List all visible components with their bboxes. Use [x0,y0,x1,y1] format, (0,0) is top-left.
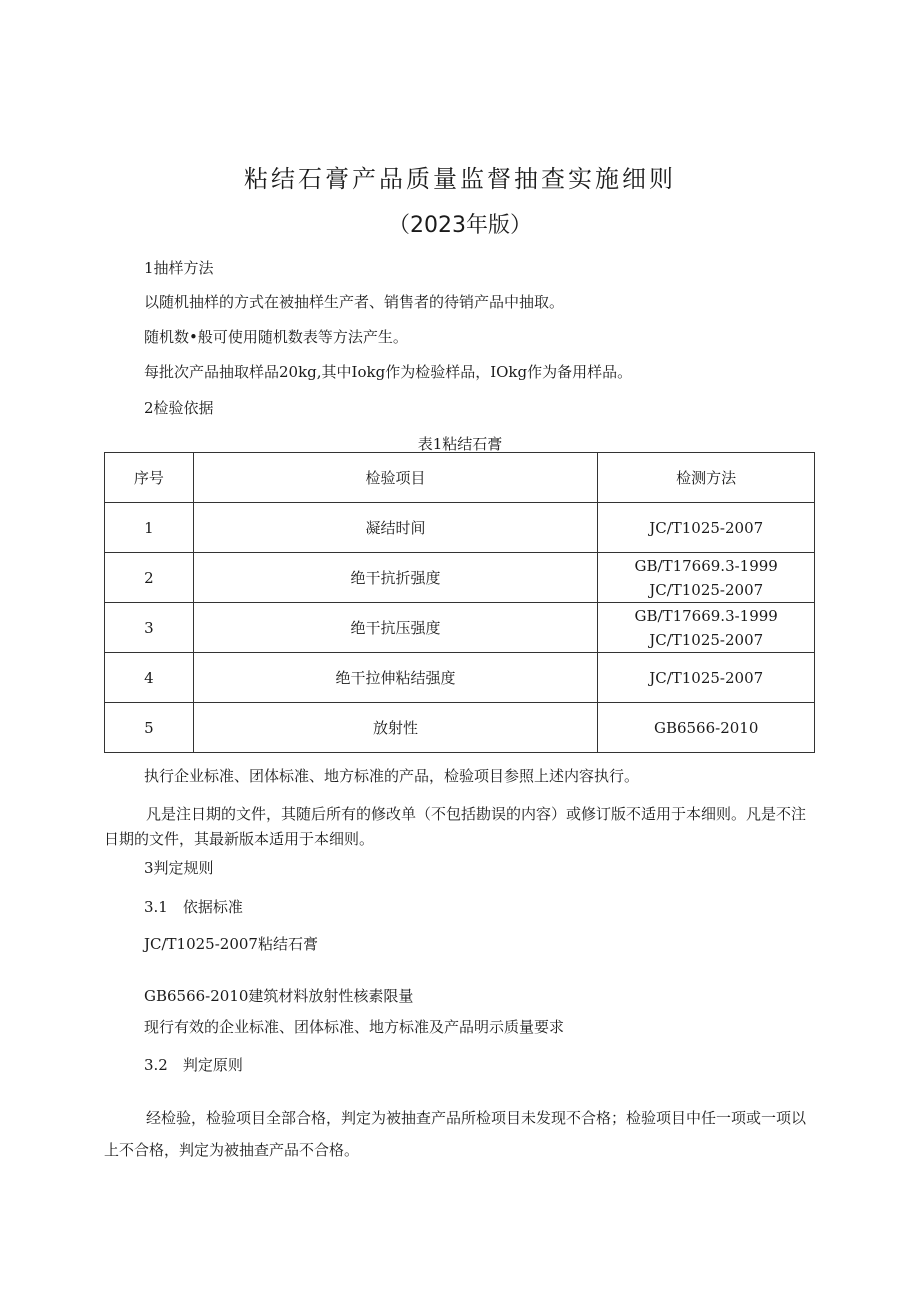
section-3-1-heading: 3.1 依据标准 [144,898,243,916]
section-1-paragraph-3: 每批次产品抽取样品20kg,其中Iokg作为检验样品，IOkg作为备用样品。 [144,363,633,381]
section-1-paragraph-2: 随机数•般可使用随机数表等方法产生。 [144,328,408,346]
table-header-row [105,453,815,503]
standard-line-2: GB6566-2010建筑材料放射性核素限量 [144,987,414,1005]
document-title: 粘结石膏产品质量监督抽查实施细则 [244,165,676,193]
cell-serial: 4 [105,653,194,703]
cell-serial: 3 [105,603,194,653]
cell-method [598,603,815,653]
header-method: 检测方法 [598,453,815,503]
section-2-heading: 2检验依据 [144,399,214,417]
header-serial: 序号 [105,453,194,503]
section-1-paragraph-1: 以随机抽样的方式在被抽样生产者、销售者的待销产品中抽取。 [144,293,565,311]
method-line: GB/T17669.3-1999 [634,556,778,575]
table-caption: 表1粘结石膏 [417,435,503,453]
method-line: JC/T1025-2007 [649,630,764,649]
section-3-heading: 3判定规则 [144,859,214,877]
table-row [105,553,815,603]
method-line: GB6566-2010 [653,718,759,737]
cell-method [598,503,815,553]
section-2-paragraph-1: 执行企业标准、团体标准、地方标准的产品，检验项目参照上述内容执行。 [144,767,640,785]
cell-item: 绝干抗折强度 [193,553,598,603]
standard-line-1: JC/T1025-2007粘结石膏 [144,935,318,953]
cell-method [598,653,815,703]
cell-serial: 5 [105,703,194,753]
table-row [105,703,815,753]
cell-item: 绝干抗压强度 [193,603,598,653]
table-row [105,653,815,703]
section-3-2-paragraph: 经检验，检验项目全部合格，判定为被抽查产品所检项目未发现不合格；检验项目中任一项或一项以上不合格，判定为被抽查产品不合格。 [104,1109,807,1159]
cell-method [598,703,815,753]
method-line: JC/T1025-2007 [649,668,764,687]
cell-serial: 1 [105,503,194,553]
document-subtitle: （2023年版） [388,213,532,238]
method-line: JC/T1025-2007 [649,580,764,599]
inspection-table [104,452,815,753]
header-item: 检验项目 [193,453,598,503]
method-line: GB/T17669.3-1999 [634,606,778,625]
section-1-heading: 1抽样方法 [144,259,214,277]
section-3-2-heading: 3.2 判定原则 [144,1056,243,1074]
cell-item: 放射性 [193,703,598,753]
table-row [105,503,815,553]
section-2-paragraph-2: 凡是注日期的文件，其随后所有的修改单（不包括勘误的内容）或修订版不适用于本细则。凡是不注日期的文件，其最新版本适用于本细则。 [104,805,807,848]
table-row [105,603,815,653]
cell-method [598,553,815,603]
cell-serial: 2 [105,553,194,603]
method-line: JC/T1025-2007 [649,518,764,537]
cell-item: 绝干拉伸粘结强度 [193,653,598,703]
cell-item: 凝结时间 [193,503,598,553]
standard-line-3: 现行有效的企业标准、团体标准、地方标准及产品明示质量要求 [144,1018,565,1036]
